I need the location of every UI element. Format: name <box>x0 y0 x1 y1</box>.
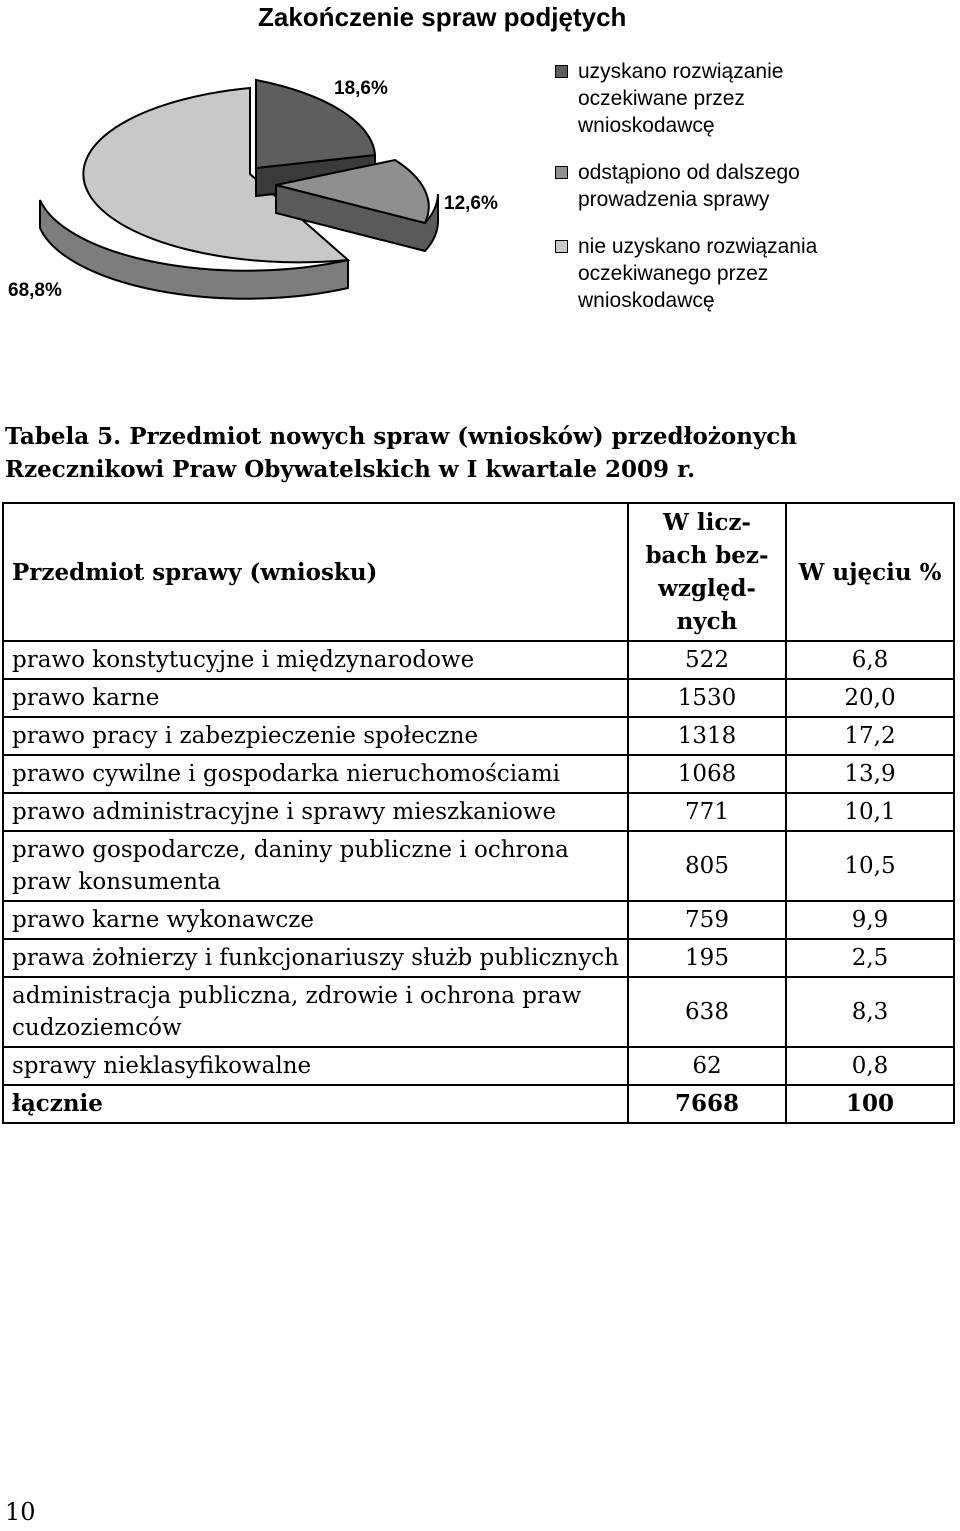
legend-item-nie-uzyskano <box>555 233 955 314</box>
chart-legend <box>555 58 955 326</box>
subject-table <box>2 502 955 1124</box>
cell-percent: 17,2 <box>786 717 954 755</box>
cell-subject: prawo cywilne i gospodarka nieruchomościami <box>3 755 628 793</box>
cell-absolute: 1068 <box>628 755 786 793</box>
table-row <box>3 977 954 1047</box>
table-row <box>3 793 954 831</box>
cell-absolute: 771 <box>628 793 786 831</box>
cell-percent: 9,9 <box>786 901 954 939</box>
legend-label-uzyskano: uzyskano rozwiązanie oczekiwane przez wnioskodawcę <box>578 60 784 137</box>
legend-item-odstapiono <box>555 159 955 213</box>
legend-swatch-odstapiono <box>555 166 568 179</box>
cell-percent: 13,9 <box>786 755 954 793</box>
cell-absolute: 195 <box>628 939 786 977</box>
cell-absolute: 805 <box>628 831 786 901</box>
table-header-row <box>3 503 954 641</box>
header-subject: Przedmiot sprawy (wniosku) <box>3 503 628 641</box>
legend-swatch-nie-uzyskano <box>555 240 568 253</box>
table-row <box>3 755 954 793</box>
pie-label-odstapiono: 12,6% <box>444 193 498 214</box>
cell-absolute: 62 <box>628 1047 786 1085</box>
cell-subject: prawa żołnierzy i funkcjonariuszy służb publicznych <box>3 939 628 977</box>
cell-percent: 8,3 <box>786 977 954 1047</box>
cell-percent: 20,0 <box>786 679 954 717</box>
cell-percent: 10,1 <box>786 793 954 831</box>
cell-subject: prawo karne <box>3 679 628 717</box>
cell-subject: łącznie <box>3 1085 628 1123</box>
cell-percent: 0,8 <box>786 1047 954 1085</box>
cell-subject: prawo konstytucyjne i międzynarodowe <box>3 641 628 679</box>
table-row <box>3 901 954 939</box>
table-body <box>3 641 954 1123</box>
cell-subject: prawo administracyjne i sprawy mieszkaniowe <box>3 793 628 831</box>
cell-percent: 2,5 <box>786 939 954 977</box>
cell-subject: prawo karne wykonawcze <box>3 901 628 939</box>
cell-subject: sprawy nieklasyfikowalne <box>3 1047 628 1085</box>
table-row <box>3 1047 954 1085</box>
cell-absolute: 7668 <box>628 1085 786 1123</box>
chart-title: Zakończenie spraw podjętych <box>258 2 627 32</box>
header-absolute: W licz-bach bez-względ-nych <box>628 503 786 641</box>
cell-absolute: 638 <box>628 977 786 1047</box>
cell-subject: prawo gospodarcze, daniny publiczne i ochrona praw konsumenta <box>3 831 628 901</box>
cell-subject: prawo pracy i zabezpieczenie społeczne <box>3 717 628 755</box>
cell-absolute: 522 <box>628 641 786 679</box>
legend-label-nie-uzyskano: nie uzyskano rozwiązania oczekiwanego przez wnioskodawcę <box>578 235 818 312</box>
table-total-row <box>3 1085 954 1123</box>
pie-label-uzyskano: 18,6% <box>334 78 388 99</box>
pie-label-nie-uzyskano: 68,8% <box>8 280 62 301</box>
cell-absolute: 1318 <box>628 717 786 755</box>
legend-swatch-uzyskano <box>555 65 568 78</box>
table-row <box>3 679 954 717</box>
cell-percent: 6,8 <box>786 641 954 679</box>
cell-percent: 100 <box>786 1085 954 1123</box>
header-percent: W ujęciu % <box>786 503 954 641</box>
cell-absolute: 1530 <box>628 679 786 717</box>
cell-absolute: 759 <box>628 901 786 939</box>
cell-subject: administracja publiczna, zdrowie i ochrona praw cudzoziemców <box>3 977 628 1047</box>
legend-item-uzyskano <box>555 58 955 139</box>
legend-label-odstapiono: odstąpiono od dalszego prowadzenia sprawy <box>578 161 800 211</box>
table-row <box>3 939 954 977</box>
table-row <box>3 641 954 679</box>
table-row <box>3 717 954 755</box>
table-row <box>3 831 954 901</box>
page-number: 10 <box>5 1498 36 1526</box>
cell-percent: 10,5 <box>786 831 954 901</box>
table-caption: Tabela 5. Przedmiot nowych spraw (wniosków) przedłożonych Rzecznikowi Praw Obywatelskich w I kwartale 2009 r. <box>5 423 798 483</box>
